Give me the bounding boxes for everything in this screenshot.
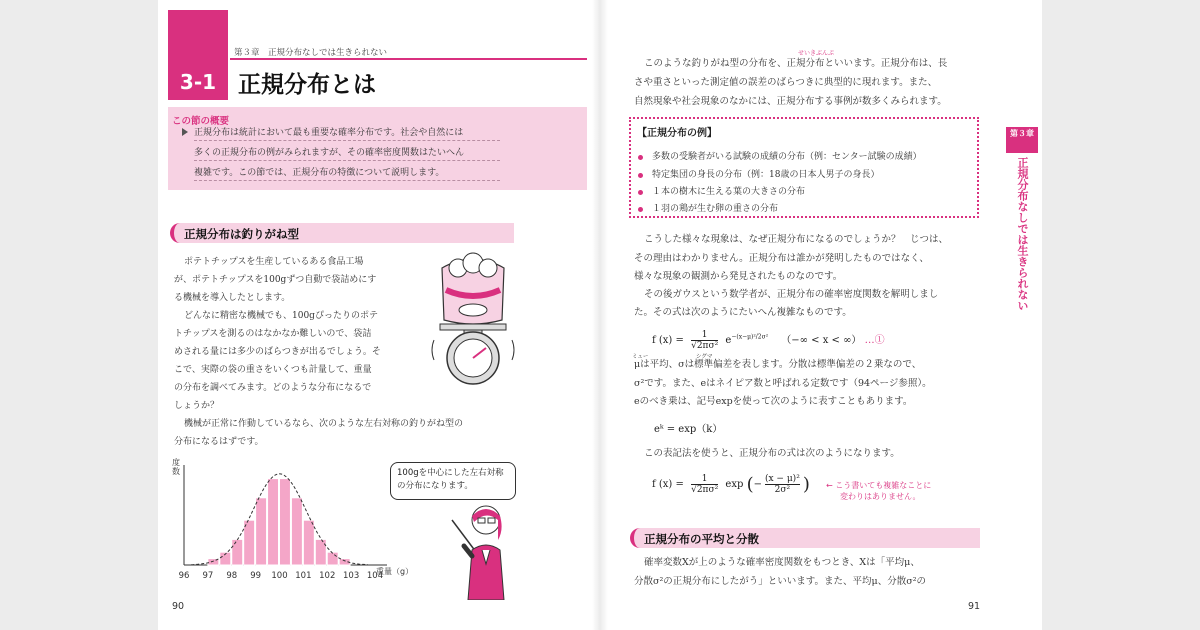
body-line: た。その式は次のようにたいへん複雑なものです。	[634, 307, 852, 318]
body-line: ポテトチップスを生産しているある食品工場	[184, 257, 364, 267]
chapter-tab-number: 第３章	[1006, 127, 1038, 153]
x-tick-label: 96	[178, 571, 190, 581]
formula-1	[652, 330, 885, 351]
page-number: 90	[172, 601, 185, 612]
histogram-bar	[327, 552, 338, 565]
body-line: が、ポテトチップスを100gずつ自動で袋詰めにす	[174, 275, 377, 285]
formula-e: e	[725, 335, 732, 346]
body-line: 分布になるはずです。	[174, 437, 264, 447]
formula-3: f (x) = $\frac{1}{\text{√2πσ²}}$ exp (− $\frac{\text{(x − μ)²}}{\text{2σ²}}$ )	[652, 474, 810, 495]
section-title: 正規分布とは	[238, 72, 376, 98]
right-page	[600, 0, 1042, 630]
histogram-bar	[291, 498, 302, 565]
body-line: めされる量には多少のばらつきが出るでしょう。そ	[174, 347, 381, 357]
histogram-bar	[232, 539, 243, 565]
note-line: 変わりはありません。	[840, 492, 921, 501]
body-line: 分散σ²の正規分布にしたがう」といいます。また、平均μ、分散σ²の	[634, 576, 927, 587]
bubble-line: 100gを中心にした左右対称	[397, 468, 504, 478]
formula-lhs: f (x) =	[652, 335, 684, 346]
body-line: どんなに精密な機械でも、100gぴったりのポテ	[184, 311, 378, 321]
x-tick-label: 98	[226, 571, 238, 581]
x-tick-label: 101	[295, 571, 312, 581]
chapter-rule	[230, 58, 587, 60]
body-line: の分布を調べてみます。どのような分布になるで	[174, 383, 372, 393]
heading-bell-shape: 正規分布は釣りがね型	[184, 227, 299, 241]
body-line: その理由はわかりません。正規分布は誰かが発明したものではなく、	[634, 253, 929, 264]
formula-exp: −(x−μ)²/2σ²	[731, 333, 769, 341]
summary-line: 複雑です。この節では、正規分布の特徴について説明します。	[194, 166, 500, 181]
formula-inner-den: 2σ²	[774, 485, 791, 495]
body-line: 様々な現象の観測から発見されたものなのです。	[634, 271, 843, 282]
x-tick-label: 102	[319, 571, 336, 581]
body-line: こうした様々な現象は、なぜ正規分布になるのでしょうか？ じつは、	[644, 234, 949, 245]
example-item: １羽の鶏が生む卵の重さの分布	[652, 204, 779, 214]
formula-note	[826, 480, 931, 502]
histogram-bar	[268, 479, 279, 565]
body-line: さや重さといった測定値の誤差のばらつきに典型的に現れます。また、	[634, 77, 938, 88]
bullet-icon	[638, 173, 643, 178]
x-tick-label: 100	[271, 571, 288, 581]
book-gutter	[592, 0, 608, 630]
summary-bullet-icon	[182, 128, 188, 136]
ruby-sigma: シグマ	[696, 354, 713, 360]
histogram-bar	[280, 479, 291, 565]
body-line: eのべき乗は、記号expを使って次のように表すこともあります。	[634, 396, 913, 407]
x-tick-label: 97	[202, 571, 214, 581]
histogram-bar	[315, 539, 326, 565]
ruby-seiki: せいきぶんぷ	[798, 50, 835, 57]
bullet-icon	[638, 207, 643, 212]
example-item: 特定集団の身長の分布（例：18歳の日本人男子の身長）	[652, 170, 880, 180]
formula-den: √2πσ²	[691, 485, 719, 495]
formula-range: （−∞ < x < ∞）	[781, 335, 862, 346]
body-line: μは平均、σは標準偏差を表します。分散は標準偏差の２乗なので、	[634, 359, 922, 370]
formula-inner-num: (x − μ)²	[764, 474, 800, 484]
body-line: 自然現象や社会現象のなかには、正規分布する事例が数多くみられます。	[634, 96, 947, 107]
formula-lhs: f (x) =	[652, 479, 684, 490]
body-line: この表記法を使うと、正規分布の式は次のようになります。	[644, 448, 900, 459]
ruby-mu: ミュー	[632, 354, 649, 360]
x-axis-label: 重量（g）	[376, 567, 414, 576]
histogram-bar	[303, 520, 314, 565]
left-page	[158, 0, 600, 630]
note-line: ← こう書いても複雑なことに	[826, 481, 932, 490]
body-line: トチップスを測るのはなかなか難しいので、袋詰	[174, 329, 372, 339]
x-tick-label: 103	[343, 571, 360, 581]
x-tick-label: 99	[250, 571, 262, 581]
formula-num: 1	[691, 330, 718, 341]
speech-bubble	[390, 462, 516, 500]
body-line: 機械が正常に作動しているなら、次のような左右対称の釣りがね型の	[184, 419, 464, 429]
page-number: 91	[968, 601, 981, 612]
formula-num: 1	[691, 474, 718, 485]
teacher-illustration	[442, 500, 522, 600]
formula-den: √2πσ²	[691, 341, 719, 351]
chapter-tab-title: 正規分布なしでは生きられない	[1016, 157, 1029, 311]
body-line: しょうか？	[174, 401, 220, 411]
formula-2: eᵏ = exp（k）	[654, 424, 723, 435]
body-line: こで、実際の袋の重さをいくつも計量して、重量	[174, 365, 372, 375]
example-item: １本の樹木に生える葉の大きさの分布	[652, 187, 806, 197]
section-number: 3-1	[179, 70, 217, 94]
x-tick-label: 104	[366, 571, 384, 581]
summary-heading: この節の概要	[172, 116, 230, 127]
body-line: このような釣りがね型の分布を、正規分布といいます。正規分布は、長	[644, 58, 948, 69]
scale-illustration	[428, 250, 518, 390]
body-line: る機械を導入したとします。	[174, 293, 291, 303]
formula-exp-word: exp	[725, 479, 744, 490]
summary-line: 多くの正規分布の例がみられますが、その確率密度関数はたいへん	[194, 146, 500, 161]
chapter-label: 第３章 正規分布なしでは生きられない	[234, 48, 388, 58]
body-line: 確率変数Xが上のような確率密度関数をもつとき、Xは「平均μ、	[644, 557, 920, 568]
heading-mean-variance: 正規分布の平均と分散	[644, 532, 759, 546]
histogram-bar	[256, 498, 267, 565]
formula-mark: …①	[864, 335, 885, 346]
body-line: その後ガウスという数学者が、正規分布の確率密度関数を解明しまし	[644, 289, 939, 300]
section-number-box	[168, 10, 228, 100]
summary-line: 正規分布は統計において最も重要な確率分布です。社会や自然には	[194, 126, 500, 141]
histogram-chart	[172, 455, 392, 585]
y-axis-label: 度数	[172, 458, 180, 476]
bullet-icon	[638, 190, 643, 195]
body-line: σ²です。また、eはネイピア数と呼ばれる定数です（94ページ参照）。	[634, 378, 932, 389]
bullet-icon	[638, 155, 643, 160]
examples-heading: 【正規分布の例】	[637, 128, 717, 139]
chapter-tab	[1002, 127, 1042, 311]
example-item: 多数の受験者がいる試験の成績の分布（例：センター試験の成績）	[652, 152, 922, 162]
bubble-line: の分布になります。	[397, 481, 473, 491]
